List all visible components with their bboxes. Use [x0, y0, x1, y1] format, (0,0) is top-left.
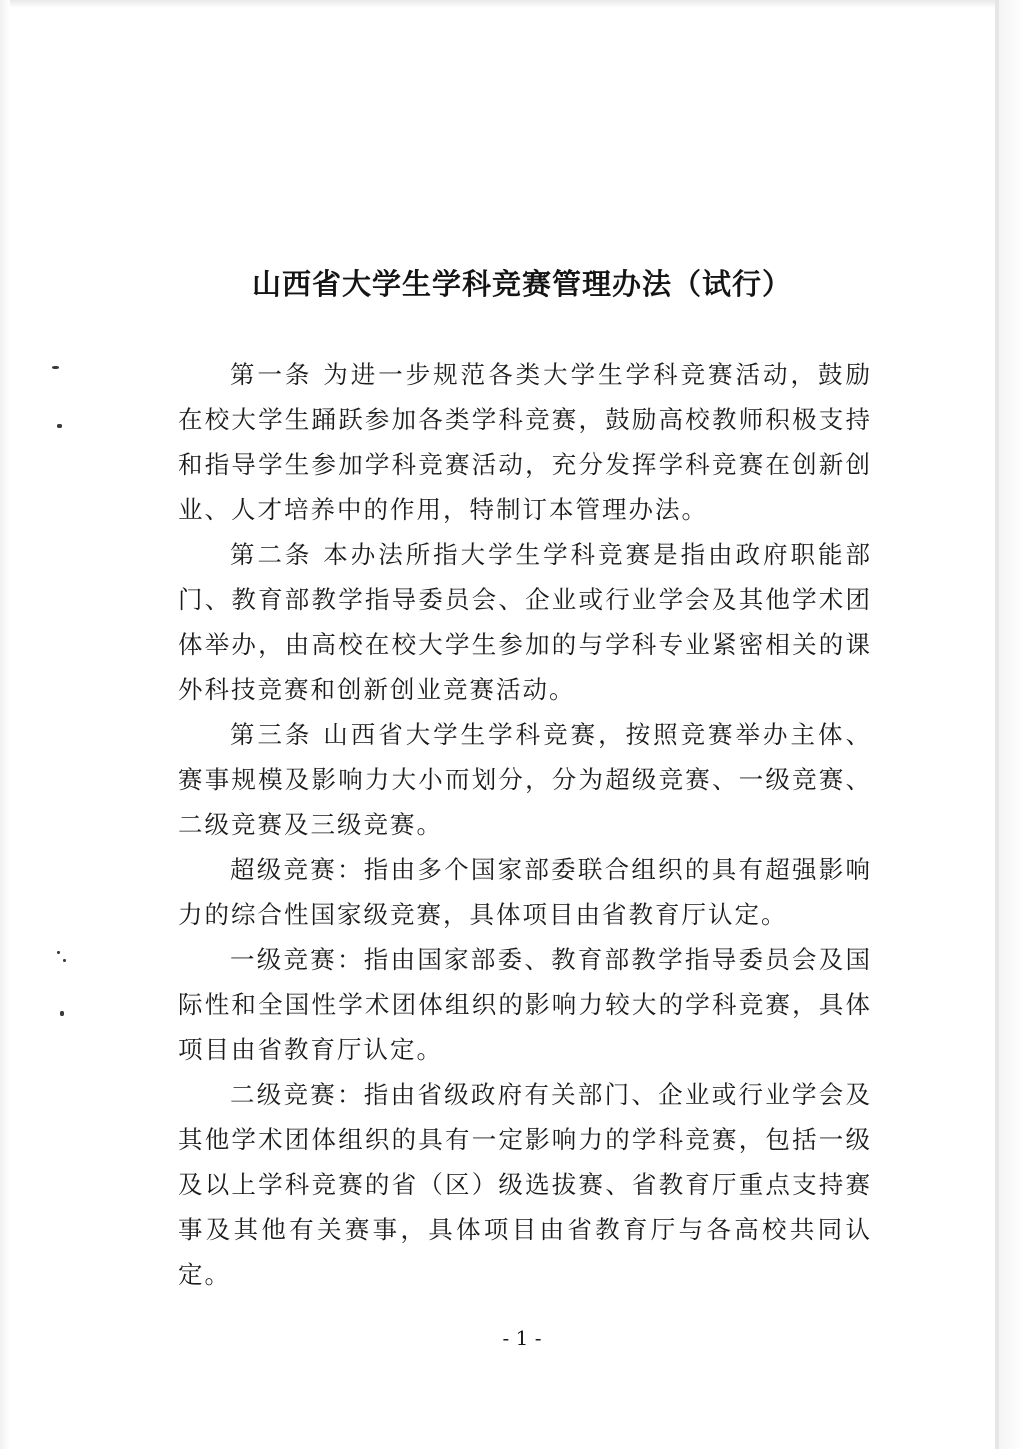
scan-edge-top	[0, 0, 1024, 8]
document-body	[178, 352, 872, 1297]
scan-speck	[60, 1011, 64, 1016]
article-2-paragraph: 第二条 本办法所指大学生学科竞赛是指由政府职能部门、教育部教学指导委员会、企业或行业学会及其他学术团体举办，由高校在校大学生参加的与学科专业紧密相关的课外科技竞赛和创新创业竞赛活动。	[178, 540, 872, 704]
super-competition-paragraph: 超级竞赛：指由多个国家部委联合组织的具有超强影响力的综合性国家级竞赛，具体项目由省教育厅认定。	[178, 855, 872, 929]
scan-edge-left	[0, 0, 10, 1449]
scan-edge-right-shade	[999, 0, 1024, 1449]
article-3-paragraph: 第三条 山西省大学生学科竞赛，按照竞赛举办主体、赛事规模及影响力大小而划分，分为超级竞赛、一级竞赛、二级竞赛及三级竞赛。	[178, 720, 872, 839]
document-title: 山西省大学生学科竞赛管理办法（试行）	[251, 267, 792, 301]
scan-speck	[57, 951, 60, 954]
level-2-competition-paragraph: 二级竞赛：指由省级政府有关部门、企业或行业学会及其他学术团体组织的具有一定影响力的学科竞赛，包括一级及以上学科竞赛的省（区）级选拔赛、省教育厅重点支持赛事及其他有关赛事，具体项目由省教育厅与各高校共同认定。	[178, 1080, 872, 1289]
scan-speck	[57, 424, 62, 428]
scan-speck	[63, 959, 66, 962]
page-number: - 1 -	[502, 1326, 542, 1350]
article-1-paragraph: 第一条 为进一步规范各类大学生学科竞赛活动，鼓励在校大学生踊跃参加各类学科竞赛，鼓励高校教师积极支持和指导学生参加学科竞赛活动，充分发挥学科竞赛在创新创业、人才培养中的作用，特制订本管理办法。	[178, 360, 872, 524]
level-1-competition-paragraph: 一级竞赛：指由国家部委、教育部教学指导委员会及国际性和全国性学术团体组织的影响力较大的学科竞赛，具体项目由省教育厅认定。	[178, 945, 872, 1064]
scan-speck	[52, 366, 59, 369]
